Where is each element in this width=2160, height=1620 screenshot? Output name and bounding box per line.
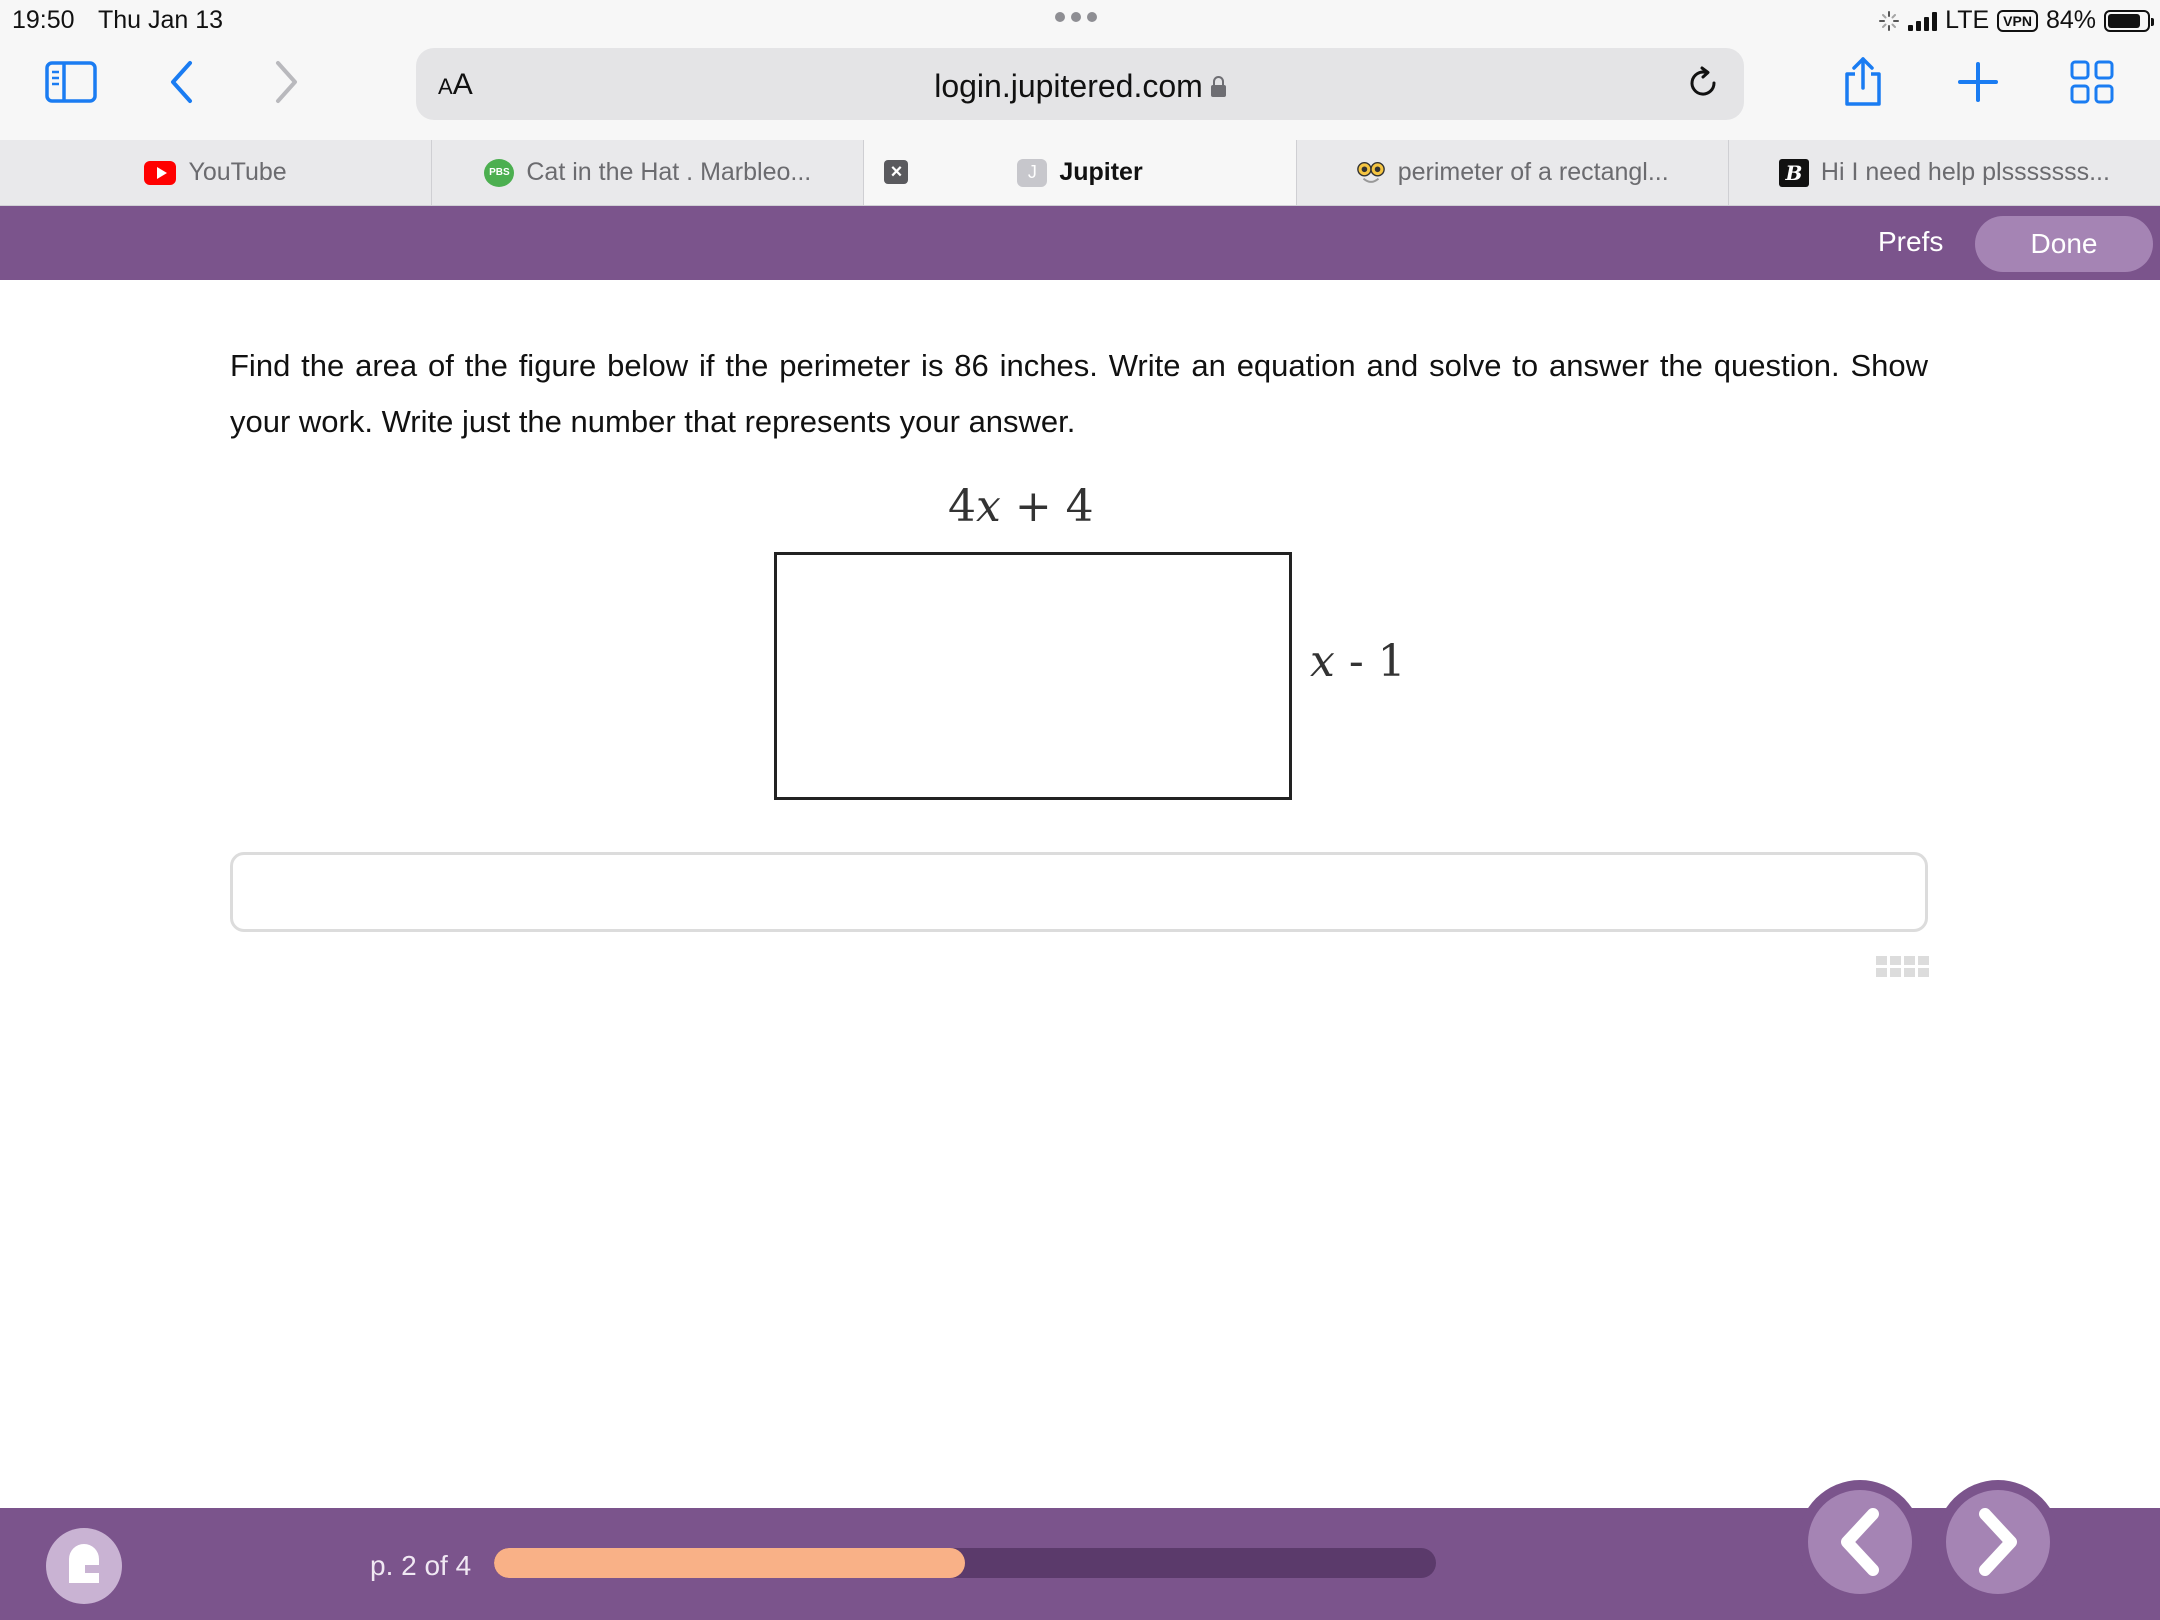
- tab-jupiter[interactable]: × J Jupiter: [864, 140, 1296, 205]
- battery-fill: [2108, 14, 2140, 28]
- page-indicator: p. 2 of 4: [370, 1550, 472, 1581]
- done-button[interactable]: Done: [1975, 216, 2153, 272]
- progress-fill: [494, 1548, 965, 1578]
- chevron-right-icon: [1973, 1506, 2023, 1578]
- previous-page-button[interactable]: [1798, 1480, 1922, 1604]
- lock-icon: [1211, 85, 1226, 97]
- browser-toolbar: [0, 40, 2160, 140]
- activity-spinner-icon: [1878, 10, 1900, 32]
- share-icon[interactable]: [1840, 56, 1886, 108]
- text-size-button[interactable]: AA: [438, 68, 473, 101]
- close-tab-icon[interactable]: ×: [884, 160, 908, 184]
- figure-side-label: x - 1: [1310, 636, 1406, 687]
- sidebar-icon[interactable]: [44, 60, 98, 104]
- back-icon[interactable]: [168, 60, 196, 104]
- status-time: 19:50: [12, 6, 75, 34]
- address-bar[interactable]: [416, 48, 1744, 120]
- progress-bar: [494, 1548, 1436, 1578]
- brainly-icon: B: [1779, 159, 1809, 187]
- tab-brainly[interactable]: B Hi I need help plsssssss...: [1729, 140, 2160, 205]
- jupiter-icon: J: [1017, 159, 1047, 187]
- tab-overview-icon[interactable]: [2070, 60, 2114, 104]
- status-bar: [0, 0, 2160, 40]
- rectangle-figure: [774, 552, 1292, 800]
- network-type: LTE: [1945, 6, 1990, 34]
- vpn-badge: VPN: [1997, 10, 2038, 32]
- logo-glyph-icon: [61, 1543, 107, 1589]
- status-indicators: [1878, 6, 2150, 35]
- youtube-icon: [144, 161, 176, 185]
- next-page-button[interactable]: [1936, 1480, 2060, 1604]
- figure-top-label: 4x + 4: [948, 481, 1094, 532]
- tab-bar: [0, 140, 2160, 206]
- chevron-left-icon: [1835, 1506, 1885, 1578]
- reload-icon[interactable]: [1684, 64, 1722, 102]
- cell-signal-icon: [1908, 11, 1937, 31]
- jupiter-logo-icon[interactable]: [46, 1528, 122, 1604]
- forward-icon[interactable]: [272, 60, 300, 104]
- app-header: [0, 206, 2160, 280]
- new-tab-icon[interactable]: [1958, 60, 1998, 104]
- keyboard-icon[interactable]: [1876, 956, 1929, 977]
- pbs-kids-icon: PBS: [484, 159, 514, 187]
- battery-percent: 84%: [2045, 6, 2096, 34]
- tab-cat-in-the-hat[interactable]: PBS Cat in the Hat . Marbleo...: [432, 140, 864, 205]
- answer-input[interactable]: [230, 852, 1928, 932]
- tab-youtube[interactable]: YouTube: [0, 140, 432, 205]
- battery-icon: [2104, 10, 2150, 32]
- url-text[interactable]: login.jupitered.com: [416, 68, 1744, 105]
- prefs-button[interactable]: Prefs: [1878, 226, 1944, 257]
- question-text: Find the area of the figure below if the perimeter is 86 inches. Write an equation and solve to answer the question. Show your work. Write just the number that represents your answer.: [230, 348, 1928, 439]
- owl-icon: [1356, 159, 1386, 187]
- status-date: Thu Jan 13: [98, 6, 224, 34]
- tab-perimeter[interactable]: perimeter of a rectangl...: [1297, 140, 1729, 205]
- multitasking-dots-icon[interactable]: [1055, 12, 1097, 22]
